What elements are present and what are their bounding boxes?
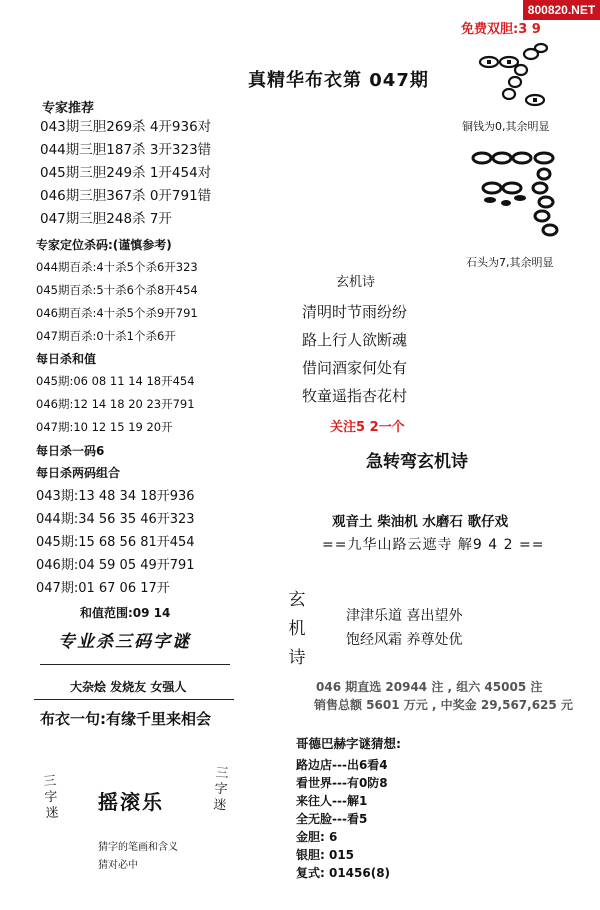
goethe-row: 来往人---解1 bbox=[296, 794, 368, 808]
goethe-row: 看世界---有0防8 bbox=[296, 776, 388, 790]
goethe-list bbox=[296, 756, 390, 882]
three-char-riddle-left: 三字迷 bbox=[42, 773, 60, 822]
three-char-riddle-right: 三字迷 bbox=[212, 765, 230, 814]
turn-poem-title: 急转弯玄机诗 bbox=[366, 452, 468, 472]
poem-line: 路上行人欲断魂 bbox=[302, 331, 408, 349]
riddle-title: 专业杀三码字谜 bbox=[58, 632, 191, 652]
poem-line: 借问酒家何处有 bbox=[302, 359, 408, 377]
sales-line: 销售总额 5601 万元 , 中奖金 29,567,625 元 bbox=[314, 698, 573, 712]
daily-pair-row: 044期:34 56 35 46开323 bbox=[36, 512, 195, 527]
focus-text: 关注5 2一个 bbox=[330, 420, 405, 435]
poem-line: 牧童遥指杏花村 bbox=[302, 387, 408, 405]
riddle-words: 大杂烩 发烧友 女强人 bbox=[70, 680, 187, 694]
daily-pair-row: 046期:04 59 05 49开791 bbox=[36, 558, 195, 573]
vertical-mystic-title: 玄机诗 bbox=[288, 590, 306, 668]
daily-pair-row: 047期:01 67 06 17开 bbox=[36, 581, 170, 596]
expert-row: 046期三胆367杀 0开791错 bbox=[40, 188, 212, 204]
turn-words: 观音土 柴油机 水磨石 歌仔戏 bbox=[332, 514, 509, 530]
daily-pair-row: 043期:13 48 34 18开936 bbox=[36, 489, 195, 504]
hint-line: 猜对必中 bbox=[98, 860, 138, 871]
expert-row: 047期三胆248杀 7开 bbox=[40, 211, 172, 227]
coin-caption: 铜钱为0,其余明显 bbox=[462, 120, 550, 133]
position-kill-row: 044期百杀:4十杀5个杀6开323 bbox=[36, 260, 198, 274]
goethe-row: 全无脸---看5 bbox=[296, 812, 368, 826]
sum-range-text: 和值范围:09 14 bbox=[80, 606, 171, 620]
daily-sum-row: 045期:06 08 11 14 18开454 bbox=[36, 374, 195, 388]
position-kill-heading: 专家定位杀码:(谨慎参考) bbox=[36, 238, 172, 252]
goethe-row: 复式: 01456(8) bbox=[296, 866, 391, 880]
turn-answer: ==九华山路云遮寺 解9 4 2 == bbox=[322, 537, 545, 553]
expert-row: 044期三胆187杀 3开323错 bbox=[40, 142, 212, 158]
divider bbox=[40, 664, 230, 665]
center-word: 摇滚乐 bbox=[98, 790, 164, 814]
daily-pair-heading: 每日杀两码组合 bbox=[36, 466, 121, 480]
poem-line: 清明时节雨纷纷 bbox=[302, 303, 408, 321]
hint-line: 猜字的笔画和含义 bbox=[98, 842, 178, 853]
daily-pair-list bbox=[36, 485, 195, 600]
sales-line: 046 期直选 20944 注 , 组六 45005 注 bbox=[316, 680, 543, 694]
position-kill-row: 046期百杀:4十杀5个杀9开791 bbox=[36, 306, 198, 320]
daily-one-text: 每日杀一码6 bbox=[36, 444, 105, 458]
page-title: 真精华布衣第 047期 bbox=[248, 70, 429, 91]
daily-sum-row: 047期:10 12 15 19 20开 bbox=[36, 420, 173, 434]
site-watermark: 800820.NET bbox=[523, 0, 600, 20]
goethe-heading: 哥德巴赫字谜猜想: bbox=[296, 736, 401, 751]
mystic-idioms bbox=[346, 604, 462, 652]
daily-sum-heading: 每日杀和值 bbox=[36, 352, 97, 366]
goethe-row: 银胆: 015 bbox=[296, 848, 355, 862]
free-pick-text: 免费双胆:3 9 bbox=[461, 22, 541, 37]
stone-caption: 石头为7,其余明显 bbox=[466, 256, 554, 269]
divider bbox=[34, 699, 234, 700]
idiom-line: 饱经风霜 养尊处优 bbox=[346, 632, 463, 648]
mystic-poem-lines bbox=[302, 298, 407, 410]
goethe-row: 路边店---出6看4 bbox=[296, 758, 388, 772]
position-kill-row: 045期百杀:5十杀6个杀8开454 bbox=[36, 283, 198, 297]
position-kill-row: 047期百杀:0十杀1个杀6开 bbox=[36, 329, 176, 343]
idiom-line: 津津乐道 喜出望外 bbox=[346, 608, 463, 624]
coin-chain-picture bbox=[475, 40, 555, 112]
daily-sum-list bbox=[36, 370, 195, 439]
position-kill-list bbox=[36, 256, 198, 348]
expert-row: 043期三胆269杀 4开936对 bbox=[40, 119, 212, 135]
mystic-poem-heading: 玄机诗 bbox=[336, 275, 376, 290]
expert-list bbox=[40, 116, 211, 231]
buyi-line: 布衣一句:有缘千里来相会 bbox=[40, 710, 211, 728]
stone-chain-picture bbox=[470, 148, 570, 244]
expert-heading: 专家推荐 bbox=[42, 101, 95, 116]
daily-sum-row: 046期:12 14 18 20 23开791 bbox=[36, 397, 195, 411]
goethe-row: 金胆: 6 bbox=[296, 830, 338, 844]
daily-pair-row: 045期:15 68 56 81开454 bbox=[36, 535, 195, 550]
expert-row: 045期三胆249杀 1开454对 bbox=[40, 165, 212, 181]
